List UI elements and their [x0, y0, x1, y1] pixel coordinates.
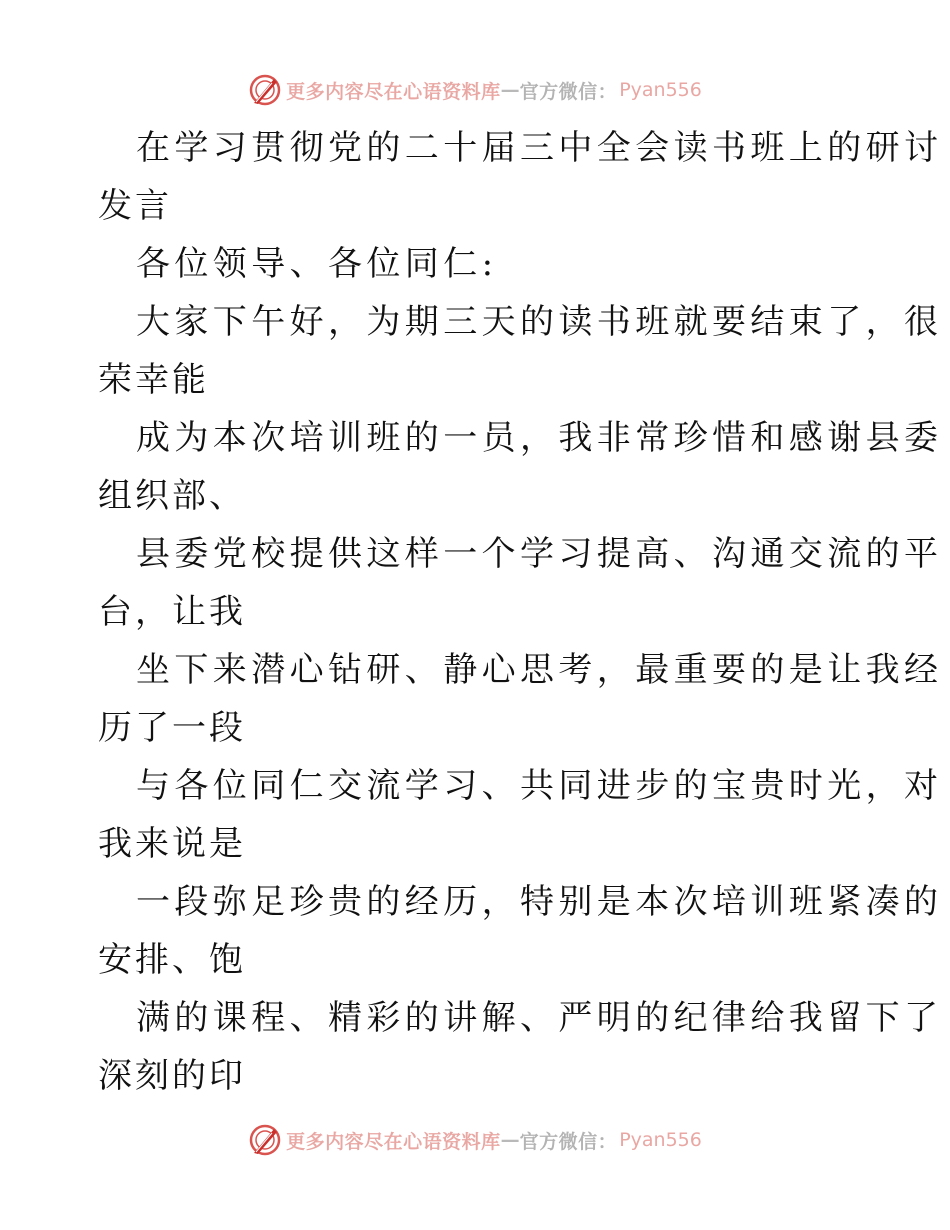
- watermark-official-label: 官方微信：: [519, 1130, 618, 1153]
- watermark-main-text: 更多内容尽在心语资料库: [286, 1130, 501, 1153]
- document-body: [98, 119, 943, 1105]
- text-line: 安排、饱: [98, 940, 246, 980]
- watermark-wechat-id: Pyan556: [619, 79, 702, 101]
- text-line: 发言: [98, 186, 172, 226]
- quill-logo-icon: [248, 1123, 282, 1157]
- footer-watermark: [0, 1120, 950, 1160]
- text-line: 在学习贯彻党的二十届三中全会读书班上的研讨: [136, 128, 943, 168]
- quill-logo-icon: [248, 73, 282, 107]
- text-line: 一段弥足珍贵的经历，特别是本次培训班紧凑的: [136, 882, 943, 922]
- text-line: 坐下来潜心钻研、静心思考，最重要的是让我经: [136, 650, 943, 690]
- watermark-wechat-id: Pyan556: [619, 1129, 702, 1151]
- text-line: 满的课程、精彩的讲解、严明的纪律给我留下了: [136, 998, 943, 1038]
- watermark-dash: —: [500, 79, 520, 101]
- text-line: 我来说是: [98, 824, 246, 864]
- watermark-dash: —: [500, 1129, 520, 1151]
- text-line: 成为本次培训班的一员，我非常珍惜和感谢县委: [136, 418, 943, 458]
- text-line: 历了一段: [98, 708, 246, 748]
- text-line: 与各位同仁交流学习、共同进步的宝贵时光，对: [136, 766, 943, 806]
- text-line: 县委党校提供这样一个学习提高、沟通交流的平: [136, 534, 943, 574]
- text-line: 荣幸能: [98, 360, 209, 400]
- text-line: 各位领导、各位同仁:: [136, 244, 498, 284]
- text-line: 深刻的印: [98, 1056, 246, 1096]
- text-line: 大家下午好，为期三天的读书班就要结束了，很: [136, 302, 943, 342]
- watermark-official-label: 官方微信：: [519, 80, 618, 103]
- watermark-main-text: 更多内容尽在心语资料库: [286, 80, 501, 103]
- header-watermark: [0, 70, 950, 110]
- text-line: 台，让我: [98, 592, 246, 632]
- text-line: 组织部、: [98, 476, 246, 516]
